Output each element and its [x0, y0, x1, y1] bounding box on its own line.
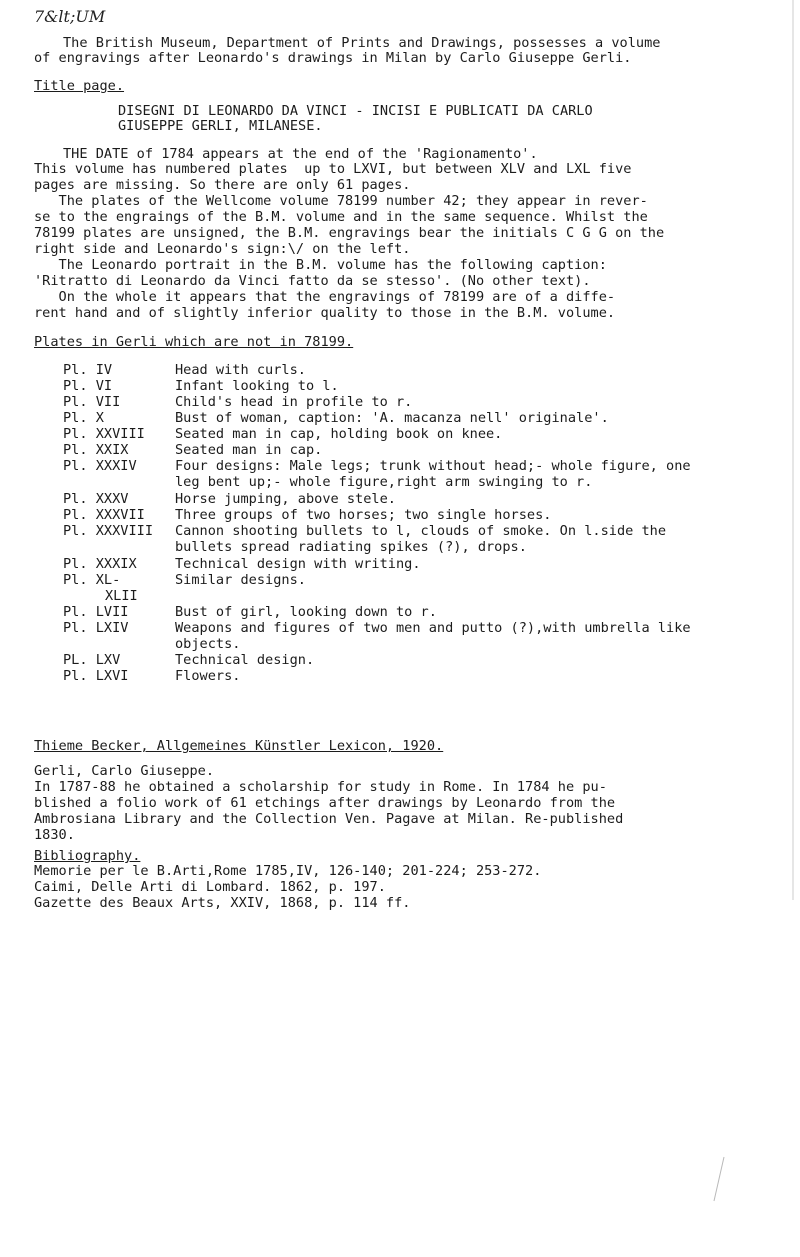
plate-label: Pl. VI	[63, 378, 113, 394]
plate-label: Pl. X	[63, 410, 104, 426]
bibliography-line: Memorie per le B.Arti,Rome 1785,IV, 126-140; 201-224; 253-272.	[34, 863, 542, 879]
plate-desc: leg bent up;- whole figure,right arm swinging to r.	[175, 474, 593, 490]
plate-desc: Similar designs.	[175, 572, 306, 588]
bibliography-line: Caimi, Delle Arti di Lombard. 1862, p. 197.	[34, 879, 386, 895]
plate-desc: bullets spread radiating spikes (?), drops.	[175, 539, 527, 555]
plate-label: Pl. XXXIX	[63, 556, 137, 572]
plate-desc: Seated man in cap, holding book on knee.	[175, 426, 503, 442]
body-line-6: 78199 plates are unsigned, the B.M. engravings bear the initials C G G on the	[34, 225, 665, 241]
body-line-10: On the whole it appears that the engravings of 78199 are of a diffe-	[34, 289, 616, 305]
plate-desc: Weapons and figures of two men and putto (?),with umbrella like	[175, 620, 691, 636]
plate-desc: objects.	[175, 636, 241, 652]
plate-desc: Horse jumping, above stele.	[175, 491, 396, 507]
body-line-5: se to the engraings of the B.M. volume and in the same sequence. Whilst the	[34, 209, 648, 225]
plate-label: Pl. XXXVII	[63, 507, 145, 523]
plate-label: Pl. XXXV	[63, 491, 129, 507]
plate-label: Pl. XL-	[63, 572, 121, 588]
bibliography-heading: Bibliography.	[34, 848, 141, 864]
plate-label: Pl. IV	[63, 362, 113, 378]
plate-label: Pl. VII	[63, 394, 121, 410]
plate-desc: Bust of woman, caption: 'A. macanza nell' originale'.	[175, 410, 609, 426]
body-line-8: The Leonardo portrait in the B.M. volume has the following caption:	[34, 257, 607, 273]
plate-label: Pl. LXVI	[63, 668, 129, 684]
body-line-3: pages are missing. So there are only 61 pages.	[34, 177, 411, 193]
plate-label: Pl. XXXVIII	[63, 523, 154, 539]
plate-label: Pl. LXIV	[63, 620, 129, 636]
bibliography-line: Gazette des Beaux Arts, XXIV, 1868, p. 114 ff.	[34, 895, 411, 911]
plate-desc: Child's head in profile to r.	[175, 394, 413, 410]
plate-desc: Seated man in cap.	[175, 442, 323, 458]
lexicon-heading: Thieme Becker, Allgemeines Künstler Lexicon, 1920.	[34, 738, 444, 754]
plate-label: Pl. XXIX	[63, 442, 129, 458]
title-line-1: DISEGNI DI LEONARDO DA VINCI - INCISI E PUBLICATI DA CARLO	[118, 103, 593, 119]
lexicon-line: 1830.	[34, 827, 75, 843]
plate-label: PL. LXV	[63, 652, 121, 668]
body-line-4: The plates of the Wellcome volume 78199 number 42; they appear in rever-	[34, 193, 648, 209]
lexicon-line: Gerli, Carlo Giuseppe.	[34, 763, 215, 779]
intro-line-1: The British Museum, Department of Prints and Drawings, possesses a volume	[63, 35, 661, 51]
lexicon-line: In 1787-88 he obtained a scholarship for study in Rome. In 1784 he pu-	[34, 779, 607, 795]
title-line-2: GIUSEPPE GERLI, MILANESE.	[118, 118, 323, 134]
plate-label: XLII	[105, 588, 138, 604]
plate-desc: Infant looking to l.	[175, 378, 339, 394]
plate-desc: Head with curls.	[175, 362, 306, 378]
plate-desc: Bust of girl, looking down to r.	[175, 604, 437, 620]
plate-label: Pl. XXXIV	[63, 458, 137, 474]
plate-desc: Cannon shooting bullets to l, clouds of smoke. On l.side the	[175, 523, 667, 539]
plate-label: Pl. XXVIII	[63, 426, 145, 442]
plate-desc: Three groups of two horses; two single horses.	[175, 507, 552, 523]
plate-desc: Technical design with writing.	[175, 556, 421, 572]
plates-heading: Plates in Gerli which are not in 78199.	[34, 334, 354, 350]
body-line-11: rent hand and of slightly inferior quality to those in the B.M. volume.	[34, 305, 616, 321]
catalog-mark: 7&lt;UM	[34, 7, 106, 26]
title-page-heading: Title page.	[34, 78, 125, 94]
lexicon-line: Ambrosiana Library and the Collection Ven. Pagave at Milan. Re-published	[34, 811, 624, 827]
intro-line-2: of engravings after Leonardo's drawings in Milan by Carlo Giuseppe Gerli.	[34, 50, 632, 66]
pencil-stroke-mark	[710, 1155, 730, 1205]
plate-label: Pl. LVII	[63, 604, 129, 620]
plate-desc: Four designs: Male legs; trunk without head;- whole figure, one	[175, 458, 691, 474]
body-line-9: 'Ritratto di Leonardo da Vinci fatto da se stesso'. (No other text).	[34, 273, 591, 289]
lexicon-line: blished a folio work of 61 etchings after drawings by Leonardo from the	[34, 795, 616, 811]
page-edge-shadow	[792, 0, 794, 900]
plate-desc: Flowers.	[175, 668, 241, 684]
plate-desc: Technical design.	[175, 652, 315, 668]
body-line-7: right side and Leonardo's sign:\/ on the left.	[34, 241, 411, 257]
body-line-2: This volume has numbered plates up to LXVI, but between XLV and LXL five	[34, 161, 632, 177]
body-line-1: THE DATE of 1784 appears at the end of the 'Ragionamento'.	[63, 146, 538, 162]
